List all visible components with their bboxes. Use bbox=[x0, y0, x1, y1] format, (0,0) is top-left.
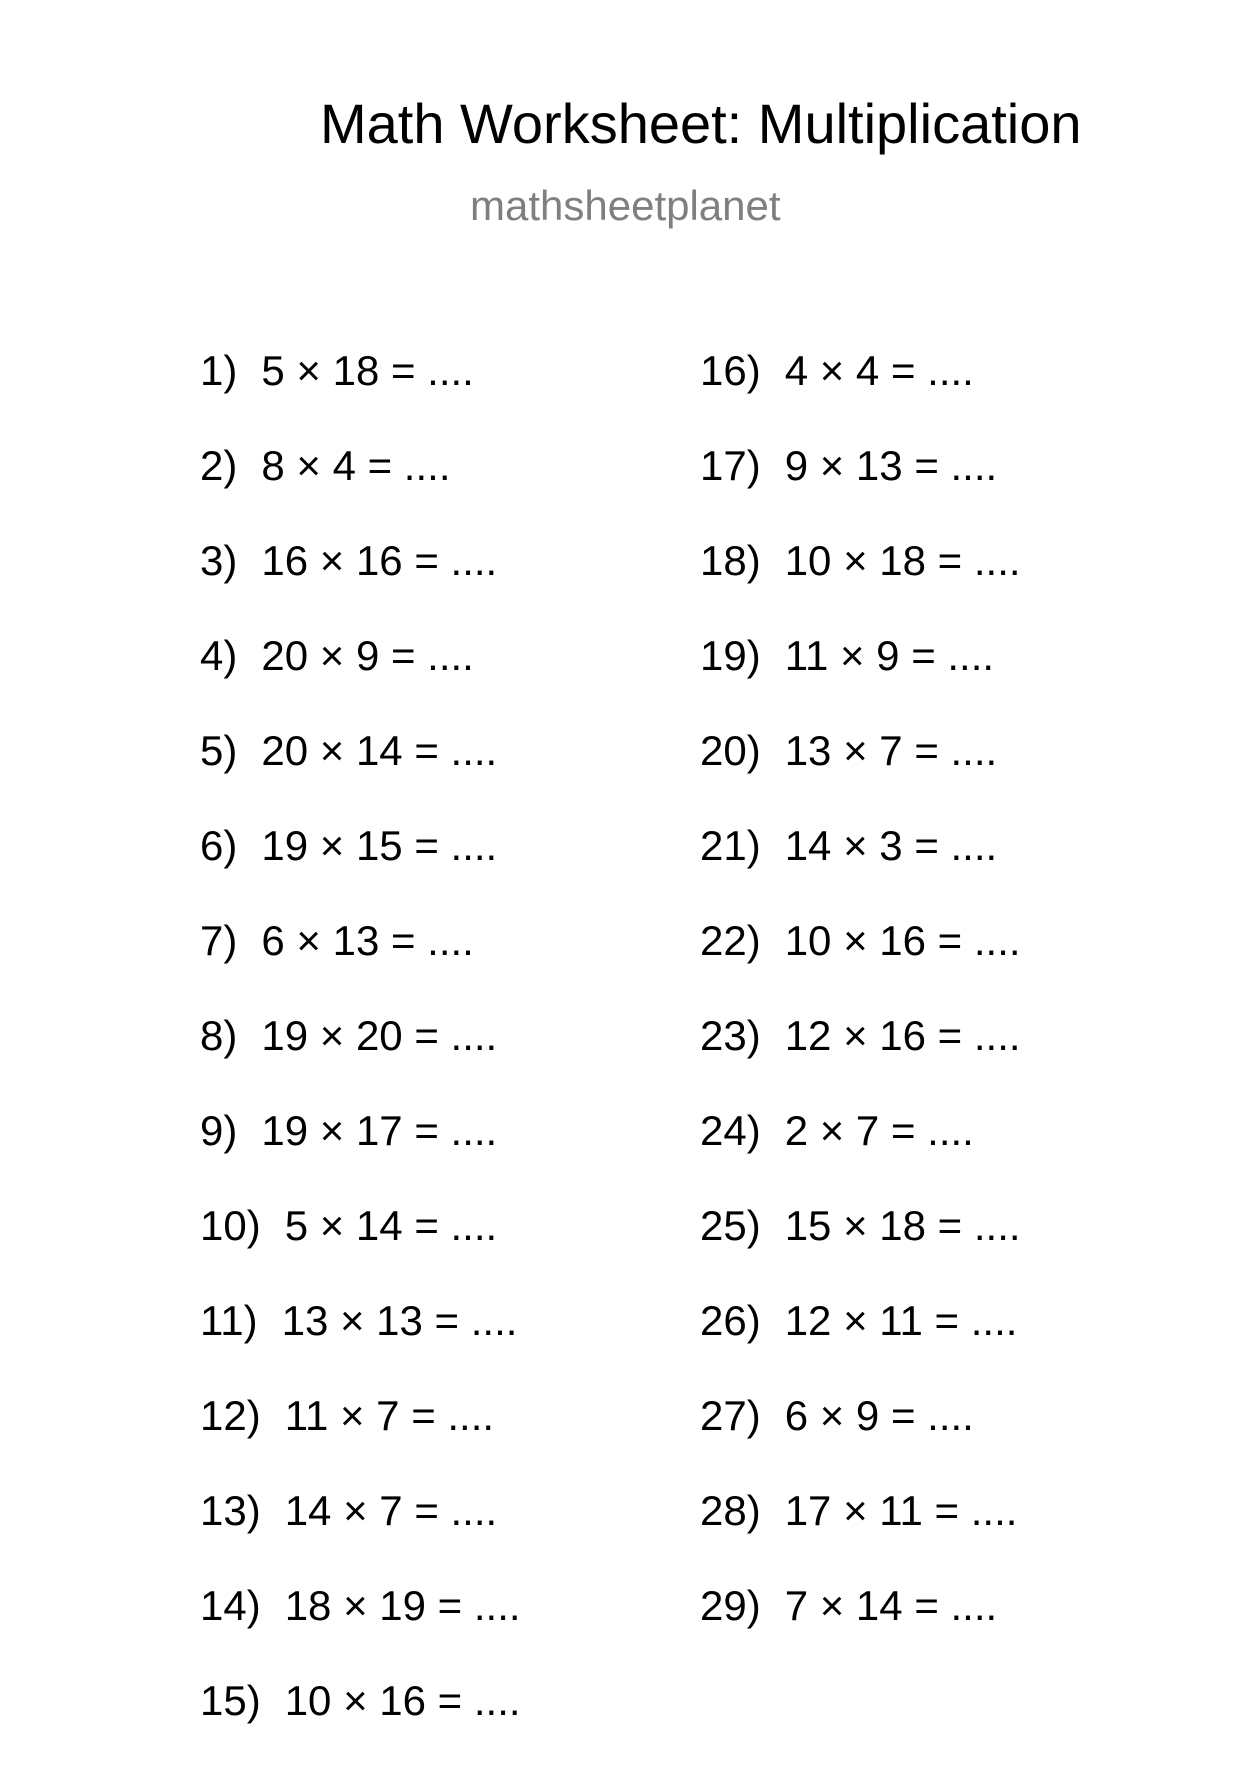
problem-item bbox=[700, 822, 1021, 917]
problem-number: 4) bbox=[200, 632, 238, 679]
problem-expression: 6 × 9 = .... bbox=[784, 1392, 974, 1439]
problem-expression: 13 × 13 = .... bbox=[281, 1297, 518, 1344]
problem-item bbox=[200, 822, 521, 917]
problem-expression: 9 × 13 = .... bbox=[784, 442, 998, 489]
problem-expression: 14 × 7 = .... bbox=[284, 1487, 498, 1534]
problem-number: 10) bbox=[200, 1202, 261, 1249]
problem-number: 16) bbox=[700, 347, 761, 394]
problem-expression: 15 × 18 = .... bbox=[784, 1202, 1021, 1249]
problem-number: 11) bbox=[200, 1297, 258, 1344]
problem-number: 5) bbox=[200, 727, 238, 774]
problem-column-right bbox=[700, 347, 1021, 1677]
problem-expression: 6 × 13 = .... bbox=[261, 917, 474, 964]
problem-item bbox=[700, 1392, 1021, 1487]
problem-number: 29) bbox=[700, 1582, 761, 1629]
problem-number: 25) bbox=[700, 1202, 761, 1249]
problem-expression: 12 × 11 = .... bbox=[784, 1297, 1018, 1344]
problem-expression: 16 × 16 = .... bbox=[261, 537, 498, 584]
problem-number: 2) bbox=[200, 442, 238, 489]
problem-item bbox=[700, 917, 1021, 1012]
problem-item bbox=[700, 1012, 1021, 1107]
problem-number: 22) bbox=[700, 917, 761, 964]
problem-item bbox=[200, 917, 521, 1012]
problem-item bbox=[700, 1297, 1021, 1392]
problem-number: 24) bbox=[700, 1107, 761, 1154]
problem-expression: 20 × 9 = .... bbox=[261, 632, 474, 679]
problem-number: 13) bbox=[200, 1487, 261, 1534]
problem-expression: 5 × 18 = .... bbox=[261, 347, 474, 394]
problem-item bbox=[200, 1297, 521, 1392]
problem-expression: 19 × 17 = .... bbox=[261, 1107, 498, 1154]
problem-item bbox=[200, 632, 521, 727]
problem-item bbox=[200, 442, 521, 537]
problem-expression: 10 × 16 = .... bbox=[284, 1677, 521, 1724]
problem-number: 9) bbox=[200, 1107, 238, 1154]
problem-expression: 19 × 15 = .... bbox=[261, 822, 498, 869]
problem-expression: 2 × 7 = .... bbox=[784, 1107, 974, 1154]
problem-item bbox=[200, 1677, 521, 1772]
problem-item bbox=[700, 1487, 1021, 1582]
problem-number: 28) bbox=[700, 1487, 761, 1534]
problem-item bbox=[700, 1202, 1021, 1297]
problem-expression: 19 × 20 = .... bbox=[261, 1012, 498, 1059]
problem-item bbox=[700, 632, 1021, 727]
problem-item bbox=[700, 442, 1021, 537]
problem-column-left bbox=[200, 347, 521, 1772]
problem-item bbox=[700, 537, 1021, 632]
problem-number: 15) bbox=[200, 1677, 261, 1724]
problem-item bbox=[200, 537, 521, 632]
problem-expression: 5 × 14 = .... bbox=[284, 1202, 498, 1249]
problem-expression: 4 × 4 = .... bbox=[784, 347, 974, 394]
problem-expression: 10 × 16 = .... bbox=[784, 917, 1021, 964]
problem-expression: 7 × 14 = .... bbox=[784, 1582, 998, 1629]
problem-expression: 11 × 7 = .... bbox=[284, 1392, 495, 1439]
problem-number: 12) bbox=[200, 1392, 261, 1439]
problem-item bbox=[700, 347, 1021, 442]
problem-expression: 20 × 14 = .... bbox=[261, 727, 498, 774]
problem-number: 8) bbox=[200, 1012, 238, 1059]
problem-number: 6) bbox=[200, 822, 238, 869]
problem-number: 20) bbox=[700, 727, 761, 774]
problem-expression: 11 × 9 = .... bbox=[784, 632, 995, 679]
page-title: Math Worksheet: Multiplication bbox=[320, 92, 1082, 155]
problem-item bbox=[700, 727, 1021, 822]
problem-expression: 17 × 11 = .... bbox=[784, 1487, 1018, 1534]
problem-item bbox=[200, 727, 521, 822]
problem-number: 19) bbox=[700, 632, 761, 679]
site-name: mathsheetplanet bbox=[470, 182, 781, 229]
problem-number: 3) bbox=[200, 537, 238, 584]
problem-item bbox=[700, 1107, 1021, 1202]
problem-number: 21) bbox=[700, 822, 761, 869]
problem-expression: 8 × 4 = .... bbox=[261, 442, 451, 489]
problem-item bbox=[200, 1392, 521, 1487]
problem-item bbox=[200, 1487, 521, 1582]
problem-expression: 14 × 3 = .... bbox=[784, 822, 998, 869]
problem-number: 18) bbox=[700, 537, 761, 584]
problem-expression: 12 × 16 = .... bbox=[784, 1012, 1021, 1059]
problem-item bbox=[700, 1582, 1021, 1677]
problem-item bbox=[200, 347, 521, 442]
problem-item bbox=[200, 1582, 521, 1677]
problem-number: 14) bbox=[200, 1582, 261, 1629]
problem-number: 1) bbox=[200, 347, 238, 394]
problem-number: 7) bbox=[200, 917, 238, 964]
problem-number: 23) bbox=[700, 1012, 761, 1059]
problem-item bbox=[200, 1012, 521, 1107]
problem-item bbox=[200, 1107, 521, 1202]
problem-expression: 13 × 7 = .... bbox=[784, 727, 998, 774]
problem-expression: 18 × 19 = .... bbox=[284, 1582, 521, 1629]
problem-item bbox=[200, 1202, 521, 1297]
problem-number: 26) bbox=[700, 1297, 761, 1344]
problem-expression: 10 × 18 = .... bbox=[784, 537, 1021, 584]
problem-number: 17) bbox=[700, 442, 761, 489]
problem-number: 27) bbox=[700, 1392, 761, 1439]
